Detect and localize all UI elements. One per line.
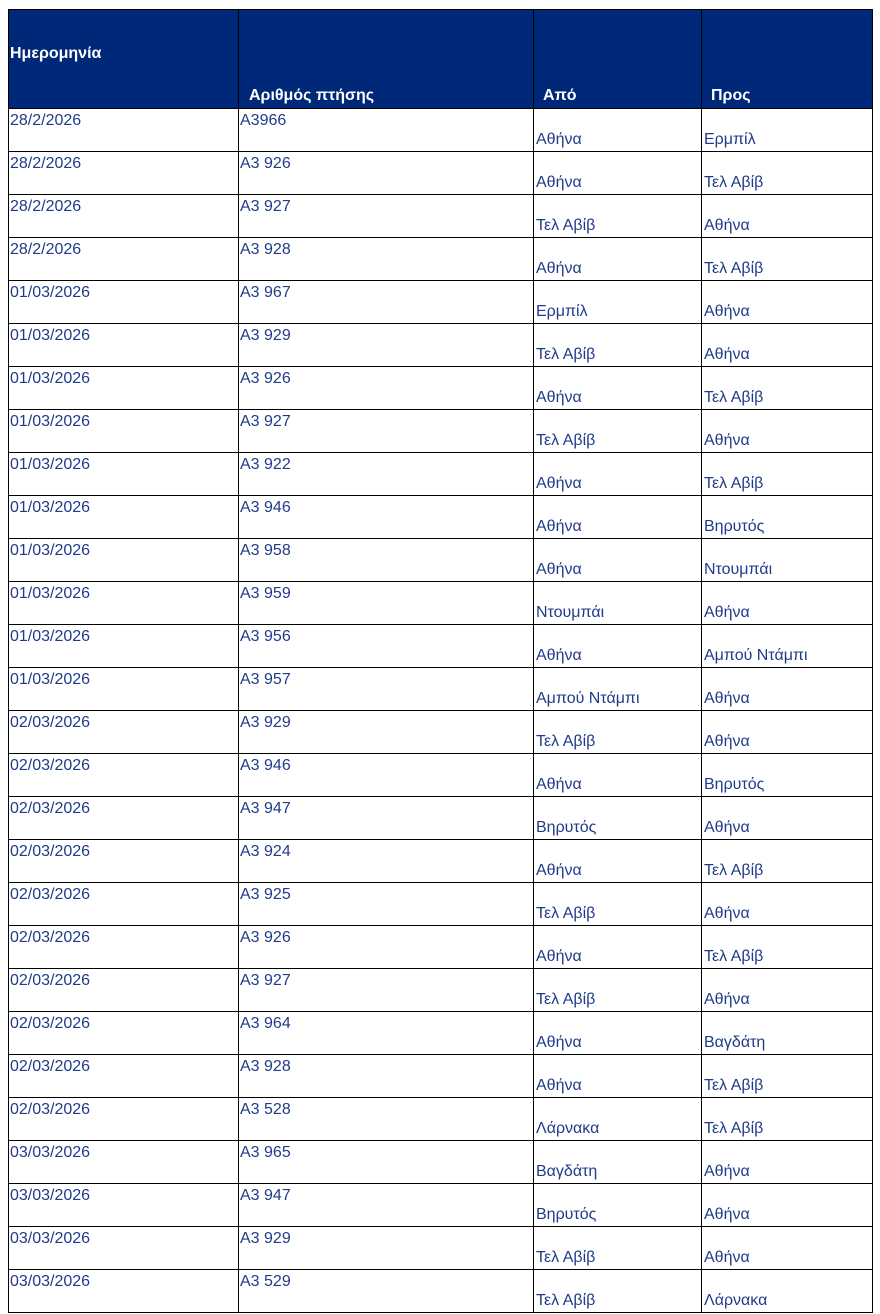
flight-number-cell-text: A3 958 [240, 542, 291, 559]
flight-number-cell [239, 324, 534, 367]
date-cell [9, 1227, 239, 1270]
header-from-label: Από [543, 87, 577, 104]
destination-cell [702, 625, 873, 668]
origin-cell [534, 668, 702, 711]
destination-cell [702, 1184, 873, 1227]
date-cell-text: 02/03/2026 [10, 972, 91, 989]
origin-cell-text: Αμπού Ντάμπι [536, 690, 640, 707]
date-cell [9, 496, 239, 539]
origin-cell [534, 1184, 702, 1227]
destination-cell-text: Αθήνα [704, 690, 750, 707]
date-cell-text: 01/03/2026 [10, 542, 91, 559]
destination-cell [702, 496, 873, 539]
date-cell [9, 1098, 239, 1141]
destination-cell-text: Αθήνα [704, 217, 750, 234]
destination-cell-text: Αθήνα [704, 905, 750, 922]
flight-number-cell [239, 195, 534, 238]
destination-cell [702, 1141, 873, 1184]
origin-cell [534, 324, 702, 367]
table-row [9, 840, 873, 883]
destination-cell [702, 238, 873, 281]
flight-number-cell-text: A3 922 [240, 456, 291, 473]
destination-cell-text: Τελ Αβίβ [704, 260, 764, 277]
origin-cell-text: Ντουμπάι [536, 604, 605, 621]
date-cell [9, 582, 239, 625]
table-row [9, 711, 873, 754]
destination-cell-text: Ερμπίλ [704, 131, 756, 148]
table-row [9, 1055, 873, 1098]
flight-number-cell-text: A3 946 [240, 499, 291, 516]
origin-cell [534, 152, 702, 195]
date-cell [9, 1270, 239, 1313]
date-cell-text: 01/03/2026 [10, 413, 91, 430]
origin-cell-text: Αθήνα [536, 647, 582, 664]
date-cell-text: 28/2/2026 [10, 112, 82, 129]
origin-cell [534, 1012, 702, 1055]
table-row [9, 883, 873, 926]
origin-cell-text: Τελ Αβίβ [536, 1292, 596, 1309]
date-cell [9, 109, 239, 152]
table-row [9, 152, 873, 195]
flight-number-cell-text: A3 957 [240, 671, 291, 688]
origin-cell [534, 539, 702, 582]
date-cell [9, 453, 239, 496]
origin-cell-text: Αθήνα [536, 174, 582, 191]
destination-cell-text: Τελ Αβίβ [704, 174, 764, 191]
origin-cell [534, 195, 702, 238]
table-row [9, 1270, 873, 1313]
flight-number-cell-text: A3 929 [240, 714, 291, 731]
origin-cell-text: Τελ Αβίβ [536, 905, 596, 922]
table-row [9, 324, 873, 367]
destination-cell [702, 367, 873, 410]
flight-number-cell-text: A3 927 [240, 413, 291, 430]
table-body [9, 109, 873, 1313]
flight-number-cell [239, 1141, 534, 1184]
destination-cell-text: Βηρυτός [704, 776, 765, 793]
table-row [9, 195, 873, 238]
origin-cell-text: Αθήνα [536, 948, 582, 965]
destination-cell-text: Αθήνα [704, 819, 750, 836]
flight-number-cell-text: A3 927 [240, 972, 291, 989]
flight-number-cell [239, 238, 534, 281]
origin-cell [534, 1270, 702, 1313]
date-cell-text: 02/03/2026 [10, 843, 91, 860]
flight-number-cell-text: A3 926 [240, 155, 291, 172]
table-row [9, 625, 873, 668]
destination-cell-text: Αθήνα [704, 1206, 750, 1223]
flight-number-cell [239, 1098, 534, 1141]
header-row [9, 10, 873, 109]
flight-number-cell-text: A3 965 [240, 1144, 291, 1161]
date-cell-text: 02/03/2026 [10, 929, 91, 946]
date-cell [9, 711, 239, 754]
destination-cell-text: Αθήνα [704, 1163, 750, 1180]
origin-cell-text: Βηρυτός [536, 1206, 597, 1223]
origin-cell-text: Αθήνα [536, 518, 582, 535]
origin-cell [534, 1098, 702, 1141]
destination-cell-text: Τελ Αβίβ [704, 475, 764, 492]
destination-cell [702, 1012, 873, 1055]
flight-number-cell-text: A3 925 [240, 886, 291, 903]
flight-number-cell [239, 582, 534, 625]
destination-cell-text: Αθήνα [704, 733, 750, 750]
flight-number-cell [239, 496, 534, 539]
destination-cell-text: Τελ Αβίβ [704, 862, 764, 879]
destination-cell [702, 926, 873, 969]
date-cell [9, 969, 239, 1012]
origin-cell [534, 625, 702, 668]
destination-cell-text: Βαγδάτη [704, 1034, 766, 1051]
destination-cell-text: Αθήνα [704, 346, 750, 363]
destination-cell [702, 582, 873, 625]
destination-cell-text: Τελ Αβίβ [704, 948, 764, 965]
date-cell [9, 840, 239, 883]
origin-cell [534, 496, 702, 539]
flight-number-cell [239, 926, 534, 969]
destination-cell [702, 410, 873, 453]
date-cell-text: 01/03/2026 [10, 284, 91, 301]
table-row [9, 1227, 873, 1270]
flight-number-cell [239, 883, 534, 926]
date-cell-text: 01/03/2026 [10, 671, 91, 688]
date-cell-text: 03/03/2026 [10, 1230, 91, 1247]
destination-cell [702, 195, 873, 238]
date-cell-text: 28/2/2026 [10, 241, 82, 258]
destination-cell [702, 754, 873, 797]
origin-cell [534, 711, 702, 754]
origin-cell [534, 453, 702, 496]
flight-number-cell-text: A3 929 [240, 1230, 291, 1247]
destination-cell [702, 1098, 873, 1141]
table-row [9, 109, 873, 152]
date-cell [9, 668, 239, 711]
origin-cell-text: Αθήνα [536, 561, 582, 578]
flight-number-cell-text: A3 964 [240, 1015, 291, 1032]
header-flight-number [239, 10, 534, 109]
date-cell [9, 238, 239, 281]
flight-number-cell-text: A3 926 [240, 370, 291, 387]
origin-cell-text: Τελ Αβίβ [536, 1249, 596, 1266]
flight-number-cell-text: A3966 [240, 112, 287, 129]
origin-cell-text: Τελ Αβίβ [536, 432, 596, 449]
destination-cell [702, 711, 873, 754]
table-row [9, 539, 873, 582]
table-row [9, 1141, 873, 1184]
flight-number-cell [239, 1184, 534, 1227]
flight-number-cell [239, 1012, 534, 1055]
origin-cell-text: Τελ Αβίβ [536, 217, 596, 234]
destination-cell [702, 1270, 873, 1313]
date-cell [9, 410, 239, 453]
destination-cell [702, 840, 873, 883]
flight-number-cell-text: A3 529 [240, 1273, 291, 1290]
origin-cell-text: Αθήνα [536, 862, 582, 879]
destination-cell [702, 539, 873, 582]
flight-number-cell-text: A3 956 [240, 628, 291, 645]
destination-cell-text: Αμπού Ντάμπι [704, 647, 808, 664]
header-flight-number-label: Αριθμός πτήσης [249, 87, 375, 104]
table-row [9, 1098, 873, 1141]
header-to-label: Προς [711, 87, 751, 104]
table-row [9, 797, 873, 840]
origin-cell-text: Τελ Αβίβ [536, 733, 596, 750]
origin-cell-text: Τελ Αβίβ [536, 991, 596, 1008]
origin-cell-text: Αθήνα [536, 475, 582, 492]
origin-cell-text: Τελ Αβίβ [536, 346, 596, 363]
origin-cell-text: Βηρυτός [536, 819, 597, 836]
flight-number-cell [239, 625, 534, 668]
table-row [9, 582, 873, 625]
destination-cell-text: Ντουμπάι [704, 561, 773, 578]
flight-number-cell-text: A3 528 [240, 1101, 291, 1118]
origin-cell-text: Αθήνα [536, 260, 582, 277]
date-cell [9, 1055, 239, 1098]
origin-cell [534, 238, 702, 281]
date-cell-text: 02/03/2026 [10, 757, 91, 774]
origin-cell [534, 1055, 702, 1098]
flight-number-cell [239, 969, 534, 1012]
flight-number-cell [239, 711, 534, 754]
date-cell [9, 367, 239, 410]
flight-number-cell [239, 668, 534, 711]
date-cell [9, 1184, 239, 1227]
date-cell-text: 01/03/2026 [10, 585, 91, 602]
date-cell-text: 02/03/2026 [10, 1101, 91, 1118]
table-row [9, 238, 873, 281]
table-row [9, 1012, 873, 1055]
destination-cell [702, 281, 873, 324]
flight-number-cell [239, 152, 534, 195]
date-cell-text: 03/03/2026 [10, 1144, 91, 1161]
flight-number-cell [239, 1055, 534, 1098]
flight-number-cell-text: A3 967 [240, 284, 291, 301]
date-cell-text: 01/03/2026 [10, 370, 91, 387]
destination-cell-text: Αθήνα [704, 991, 750, 1008]
origin-cell [534, 1141, 702, 1184]
flight-number-cell [239, 367, 534, 410]
table-row [9, 496, 873, 539]
destination-cell-text: Αθήνα [704, 432, 750, 449]
origin-cell [534, 410, 702, 453]
date-cell-text: 03/03/2026 [10, 1273, 91, 1290]
origin-cell [534, 969, 702, 1012]
destination-cell [702, 109, 873, 152]
date-cell [9, 281, 239, 324]
date-cell-text: 03/03/2026 [10, 1187, 91, 1204]
origin-cell [534, 367, 702, 410]
header-to [702, 10, 873, 109]
flight-number-cell [239, 281, 534, 324]
origin-cell [534, 1227, 702, 1270]
date-cell [9, 195, 239, 238]
flight-number-cell [239, 453, 534, 496]
origin-cell [534, 582, 702, 625]
date-cell [9, 797, 239, 840]
flight-number-cell [239, 1270, 534, 1313]
table-header [9, 10, 873, 109]
flight-number-cell-text: A3 947 [240, 1187, 291, 1204]
table-row [9, 969, 873, 1012]
origin-cell-text: Ερμπίλ [536, 303, 588, 320]
date-cell-text: 28/2/2026 [10, 198, 82, 215]
date-cell-text: 02/03/2026 [10, 714, 91, 731]
destination-cell-text: Τελ Αβίβ [704, 1077, 764, 1094]
date-cell-text: 02/03/2026 [10, 1015, 91, 1032]
header-date [9, 10, 239, 109]
flight-number-cell [239, 109, 534, 152]
table-row [9, 1184, 873, 1227]
flight-number-cell [239, 410, 534, 453]
flight-number-cell-text: A3 927 [240, 198, 291, 215]
date-cell [9, 926, 239, 969]
origin-cell [534, 883, 702, 926]
table-row [9, 281, 873, 324]
flight-number-cell [239, 754, 534, 797]
header-from [534, 10, 702, 109]
table-row [9, 453, 873, 496]
flight-number-cell-text: A3 926 [240, 929, 291, 946]
origin-cell-text: Βαγδάτη [536, 1163, 598, 1180]
table-row [9, 668, 873, 711]
origin-cell [534, 109, 702, 152]
destination-cell-text: Αθήνα [704, 604, 750, 621]
origin-cell-text: Λάρνακα [536, 1120, 600, 1137]
flight-number-cell [239, 539, 534, 582]
date-cell-text: 02/03/2026 [10, 800, 91, 817]
origin-cell-text: Αθήνα [536, 131, 582, 148]
date-cell [9, 324, 239, 367]
origin-cell-text: Αθήνα [536, 389, 582, 406]
destination-cell [702, 668, 873, 711]
flight-number-cell [239, 1227, 534, 1270]
flight-number-cell-text: A3 929 [240, 327, 291, 344]
flight-number-cell-text: A3 924 [240, 843, 291, 860]
date-cell-text: 01/03/2026 [10, 456, 91, 473]
destination-cell [702, 1055, 873, 1098]
destination-cell [702, 152, 873, 195]
destination-cell [702, 883, 873, 926]
destination-cell [702, 969, 873, 1012]
table-row [9, 754, 873, 797]
date-cell [9, 152, 239, 195]
origin-cell-text: Αθήνα [536, 776, 582, 793]
origin-cell [534, 281, 702, 324]
destination-cell [702, 324, 873, 367]
origin-cell [534, 797, 702, 840]
destination-cell-text: Τελ Αβίβ [704, 389, 764, 406]
flight-number-cell-text: A3 928 [240, 1058, 291, 1075]
destination-cell [702, 1227, 873, 1270]
table-row [9, 410, 873, 453]
date-cell-text: 01/03/2026 [10, 499, 91, 516]
destination-cell-text: Αθήνα [704, 1249, 750, 1266]
destination-cell [702, 797, 873, 840]
origin-cell-text: Αθήνα [536, 1034, 582, 1051]
date-cell [9, 625, 239, 668]
origin-cell-text: Αθήνα [536, 1077, 582, 1094]
flight-number-cell [239, 840, 534, 883]
flight-number-cell-text: A3 946 [240, 757, 291, 774]
flight-schedule-table [8, 9, 873, 1313]
origin-cell [534, 754, 702, 797]
flight-number-cell-text: A3 959 [240, 585, 291, 602]
flight-number-cell-text: A3 928 [240, 241, 291, 258]
date-cell [9, 754, 239, 797]
date-cell [9, 1141, 239, 1184]
date-cell-text: 01/03/2026 [10, 327, 91, 344]
destination-cell-text: Αθήνα [704, 303, 750, 320]
date-cell-text: 28/2/2026 [10, 155, 82, 172]
flight-number-cell-text: A3 947 [240, 800, 291, 817]
flight-number-cell [239, 797, 534, 840]
date-cell-text: 01/03/2026 [10, 628, 91, 645]
date-cell [9, 539, 239, 582]
date-cell [9, 1012, 239, 1055]
date-cell-text: 02/03/2026 [10, 886, 91, 903]
destination-cell-text: Λάρνακα [704, 1292, 768, 1309]
origin-cell [534, 840, 702, 883]
header-date-label: Ημερομηνία [10, 45, 102, 62]
destination-cell-text: Τελ Αβίβ [704, 1120, 764, 1137]
table-row [9, 926, 873, 969]
table-row [9, 367, 873, 410]
destination-cell [702, 453, 873, 496]
origin-cell [534, 926, 702, 969]
date-cell-text: 02/03/2026 [10, 1058, 91, 1075]
destination-cell-text: Βηρυτός [704, 518, 765, 535]
date-cell [9, 883, 239, 926]
